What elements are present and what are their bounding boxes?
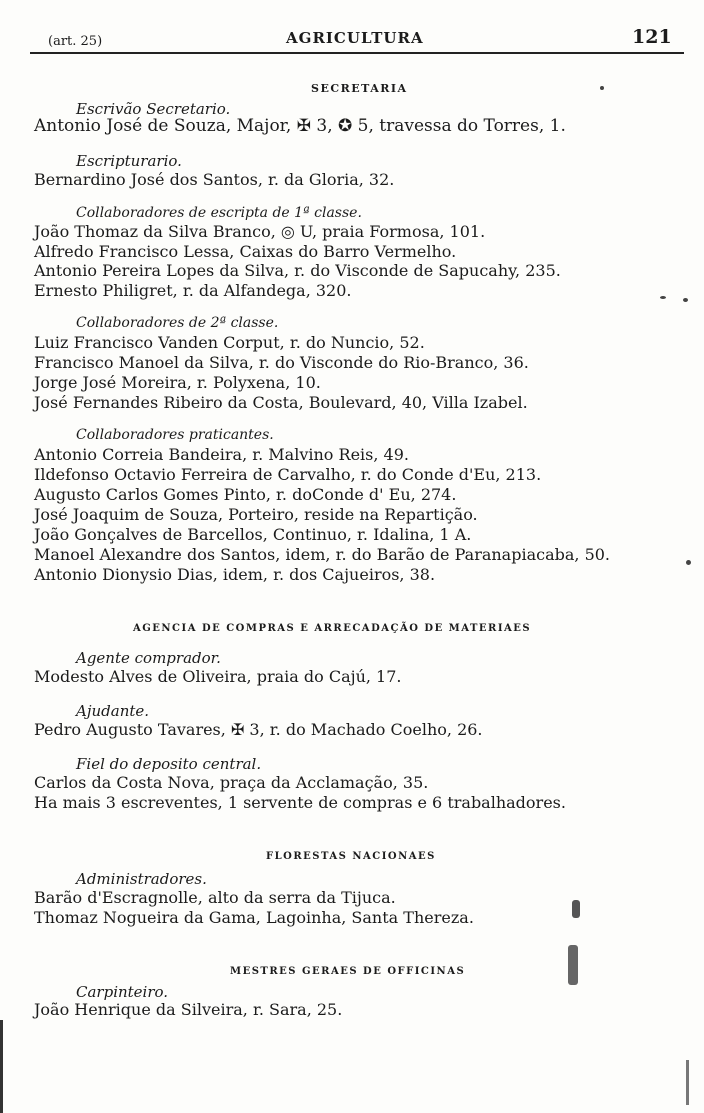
entry-line: Luiz Francisco Vanden Corput, r. do Nuncio, 52.: [34, 333, 425, 352]
entry-line: João Gonçalves de Barcellos, Continuo, r. Idalina, 1 A.: [34, 525, 472, 544]
entry-line: José Fernandes Ribeiro da Costa, Boulevard, 40, Villa Izabel.: [34, 393, 528, 412]
section-title-mestres: MESTRES GERAES DE OFFICINAS: [230, 966, 466, 977]
category-heading: Ajudante.: [76, 702, 150, 720]
entry-line: Alfredo Francisco Lessa, Caixas do Barro Vermelho.: [34, 242, 457, 261]
category-heading: Escrivão Secretario.: [76, 100, 231, 118]
page-edge-mark: [0, 1020, 3, 1113]
section-title-florestas: FLORESTAS NACIONAES: [266, 851, 436, 862]
entry-line: Ernesto Philigret, r. da Alfandega, 320.: [34, 281, 352, 300]
entry-line: Carlos da Costa Nova, praça da Acclamação, 35.: [34, 773, 429, 792]
category-heading: Collaboradores de escripta de 1ª classe.: [76, 205, 362, 221]
entry-line: Augusto Carlos Gomes Pinto, r. doConde d' Eu, 274.: [34, 485, 457, 504]
entry-line: Antonio Dionysio Dias, idem, r. dos Cajueiros, 38.: [34, 565, 436, 584]
category-heading: Administradores.: [76, 870, 207, 888]
header-rule: [30, 52, 684, 54]
ink-speck: [683, 298, 688, 302]
category-heading: Escripturario.: [76, 152, 182, 170]
section-title-secretaria: SECRETARIA: [311, 82, 408, 95]
entry-line: José Joaquim de Souza, Porteiro, reside na Repartição.: [34, 505, 478, 524]
page-number: 121: [632, 26, 672, 48]
category-heading: Collaboradores de 2ª classe.: [76, 315, 279, 331]
ink-speck: [686, 560, 691, 565]
page-edge-mark: [686, 1060, 689, 1105]
entry-line: João Thomaz da Silva Branco, ◎ U, praia Formosa, 101.: [34, 222, 486, 241]
section-title-agencia: AGENCIA DE COMPRAS E ARRECADAÇÃO DE MATERIAES: [133, 623, 532, 634]
category-heading: Fiel do deposito central.: [76, 755, 262, 773]
category-heading: Agente comprador.: [76, 649, 221, 667]
entry-line: Antonio Pereira Lopes da Silva, r. do Visconde de Sapucahy, 235.: [34, 261, 561, 280]
ink-blot: [568, 945, 578, 985]
entry-line: Jorge José Moreira, r. Polyxena, 10.: [34, 373, 321, 392]
entry-line: Thomaz Nogueira da Gama, Lagoinha, Santa Thereza.: [34, 908, 474, 927]
entry-line: Francisco Manoel da Silva, r. do Visconde do Rio-Branco, 36.: [34, 353, 529, 372]
entry-line: Modesto Alves de Oliveira, praia do Cajú, 17.: [34, 667, 402, 686]
entry-line: Bernardino José dos Santos, r. da Gloria, 32.: [34, 170, 395, 189]
ink-speck: [600, 86, 604, 90]
entry-line: Pedro Augusto Tavares, ✠ 3, r. do Machado Coelho, 26.: [34, 720, 483, 739]
article-reference: (art. 25): [48, 34, 103, 49]
running-title: AGRICULTURA: [286, 29, 424, 47]
entry-line: Manoel Alexandre dos Santos, idem, r. do Barão de Paranapiacaba, 50.: [34, 545, 611, 564]
category-heading: Collaboradores praticantes.: [76, 427, 274, 443]
entry-line: Ha mais 3 escreventes, 1 servente de compras e 6 trabalhadores.: [34, 793, 566, 812]
ink-blot: [572, 900, 580, 918]
entry-line: Barão d'Escragnolle, alto da serra da Tijuca.: [34, 888, 396, 907]
entry-line: Antonio Correia Bandeira, r. Malvino Reis, 49.: [34, 445, 409, 464]
entry-line: Ildefonso Octavio Ferreira de Carvalho, r. do Conde d'Eu, 213.: [34, 465, 542, 484]
entry-line: João Henrique da Silveira, r. Sara, 25.: [34, 1000, 343, 1019]
entry-line: Antonio José de Souza, Major, ✠ 3, ✪ 5, travessa do Torres, 1.: [34, 116, 566, 136]
category-heading: Carpinteiro.: [76, 983, 169, 1001]
ink-speck: [660, 296, 666, 299]
